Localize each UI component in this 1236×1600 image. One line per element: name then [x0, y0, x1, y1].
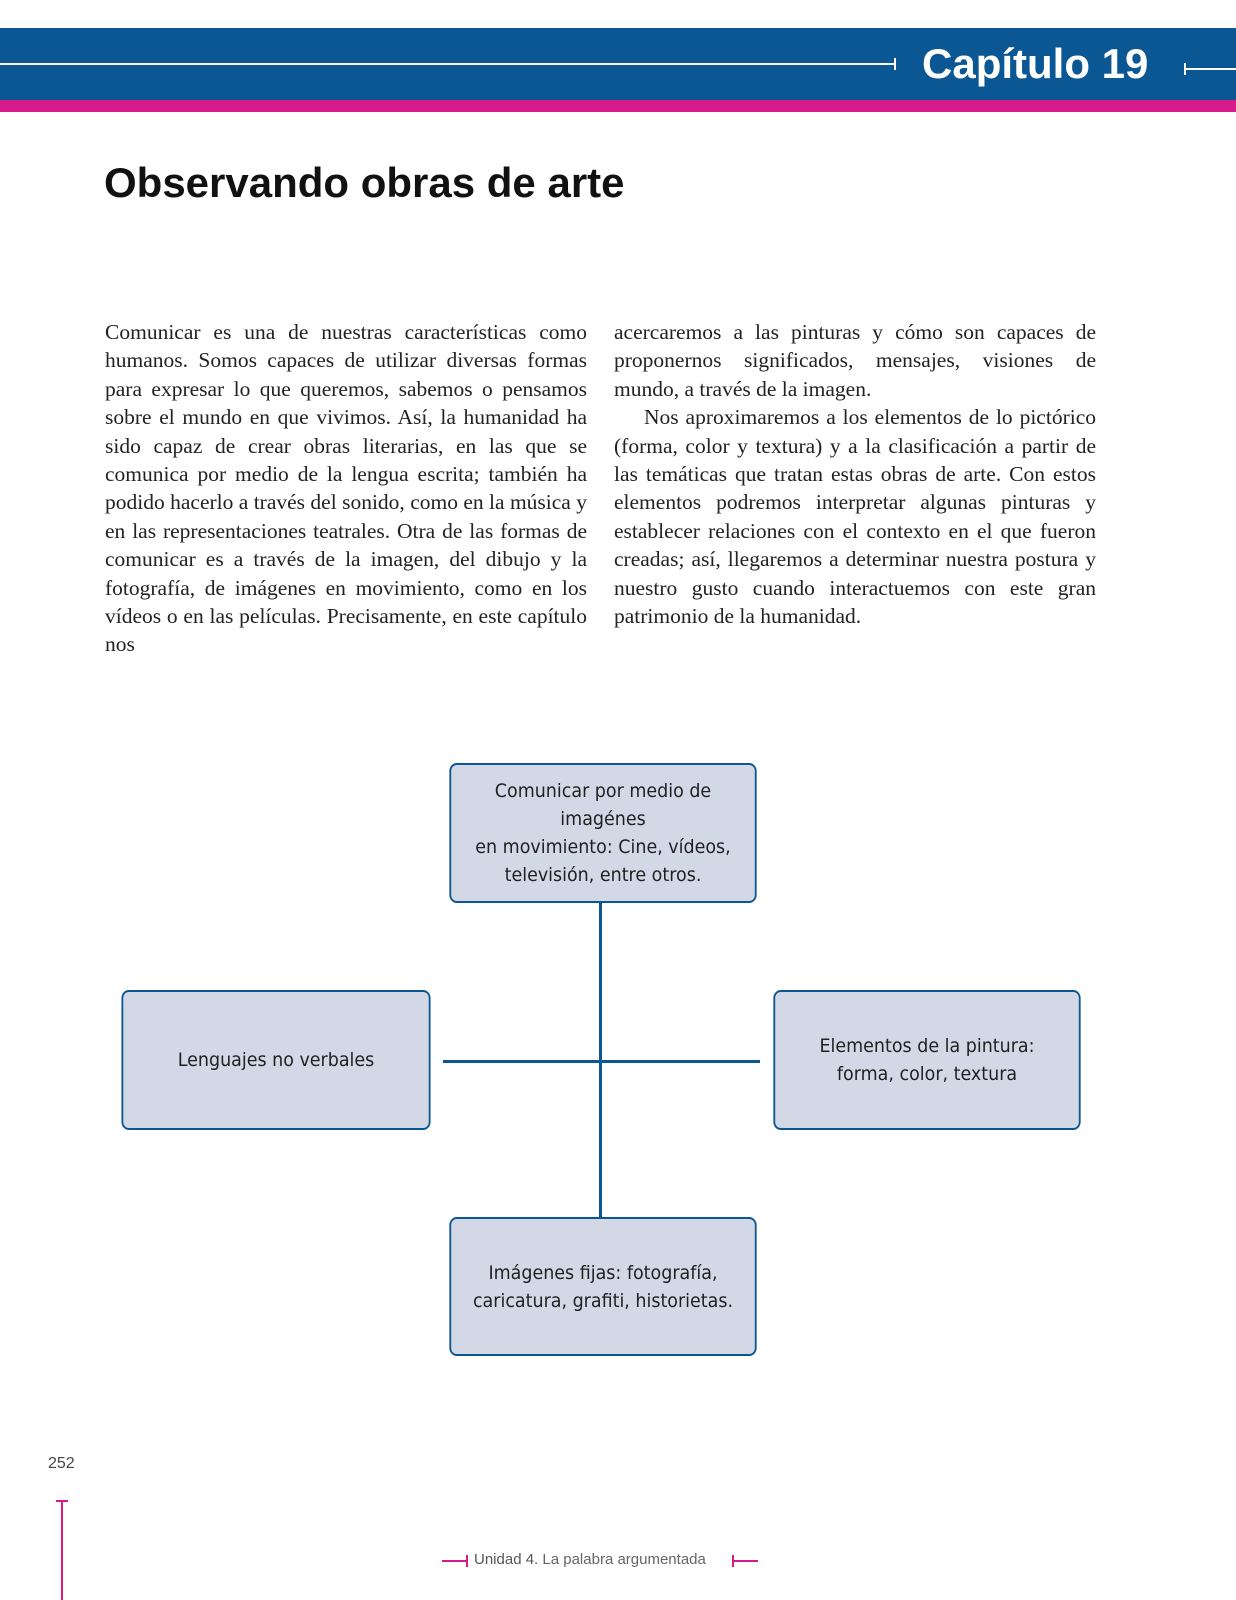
- unit-label: Unidad 4.: [474, 1551, 539, 1568]
- connector-horizontal: [443, 1060, 760, 1063]
- running-footer: [474, 1550, 706, 1570]
- page-title: Observando obras de arte: [104, 159, 625, 206]
- margin-mark-rule: [61, 1500, 63, 1600]
- footer-rule-right: [732, 1560, 758, 1562]
- concept-node-nonverbal-languages: [121, 990, 430, 1130]
- node-text-line: Elementos de la pintura:: [819, 1035, 1035, 1057]
- node-text-line: Comunicar por medio de imagénes: [494, 780, 712, 830]
- footer-rule-left: [442, 1560, 468, 1562]
- node-text-line: televisión, entre otros.: [504, 864, 702, 886]
- concept-node-still-images: [449, 1217, 756, 1356]
- node-text-line: forma, color, textura: [836, 1063, 1018, 1085]
- concept-node-moving-images: [449, 763, 756, 903]
- chapter-number: Capítulo 19: [922, 40, 1149, 87]
- page-number: 252: [48, 1455, 75, 1472]
- node-text-line: en movimiento: Cine, vídeos,: [475, 836, 731, 858]
- unit-title: La palabra argumentada: [542, 1551, 706, 1568]
- node-text-line: Imágenes fijas: fotografía,: [488, 1261, 718, 1284]
- body-paragraph: acercaremos a las pinturas y cómo son capaces de proponernos significados, mensajes, visiones de mundo, a través de la imagen.: [614, 320, 1096, 401]
- node-text-line: Lenguajes no verbales: [177, 1049, 375, 1071]
- body-paragraph: Nos aproximaremos a los elementos de lo pictórico (forma, color y textura) y a la clasificación a partir de las temáticas que tratan estas obras de arte. Con estos elementos podremos interpretar algunas pinturas y establecer relaciones con el contexto en el que fueron creadas; así, llegaremos a determinar nuestra postura y nuestro gusto cuando interactuemos con este gran patrimonio de la humanidad.: [614, 405, 1096, 629]
- concept-node-painting-elements: [773, 990, 1080, 1130]
- body-paragraph: Comunicar es una de nuestras características como humanos. Somos capaces de utilizar diversas formas para expresar lo que queremos, sabemos o pensamos sobre el mundo en que vivimos. Así, la humanidad ha sido capaz de crear obras literarias, en las que se comunica por medio de la lengua escrita; también ha podido hacerlo a través del sonido, como en la música y en las representaciones teatrales. Otra de las formas de comunicar es a través de la imagen, del dibujo y la fotografía, de imágenes en movimiento, como en los vídeos o en las películas. Precisamente, en este capítulo nos: [105, 320, 587, 657]
- node-text-line: caricatura, grafiti, historietas.: [472, 1289, 734, 1312]
- footer-tick-left: [466, 1555, 468, 1567]
